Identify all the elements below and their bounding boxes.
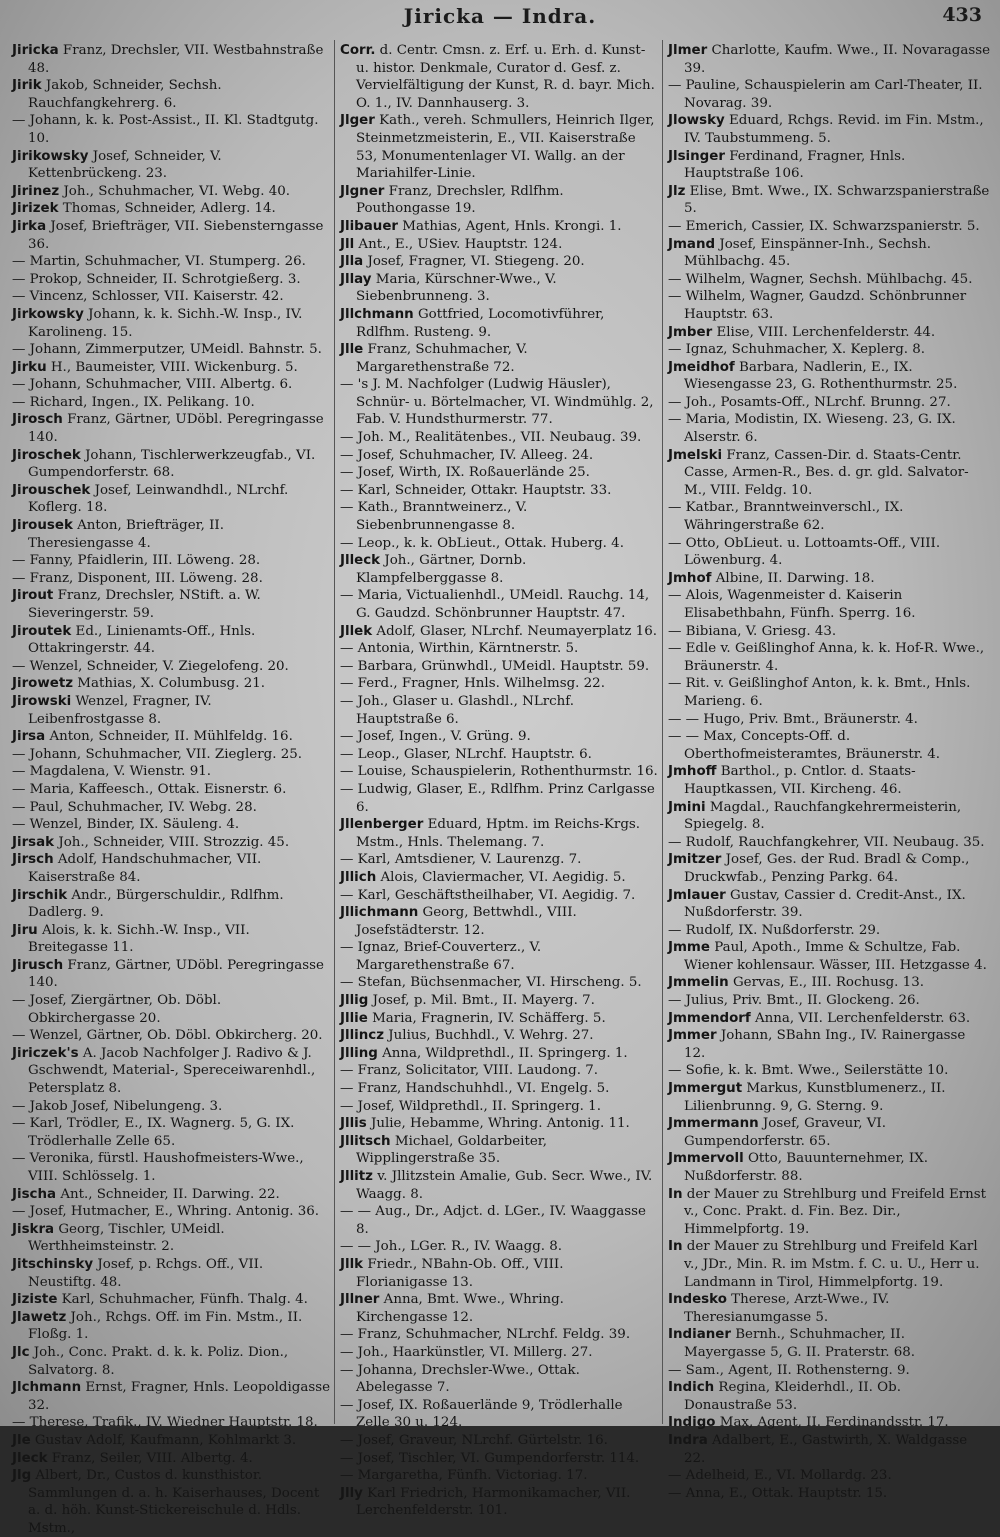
- directory-entry: — Johann, Zimmerputzer, UMeidl. Bahnstr. 5.: [12, 342, 322, 358]
- directory-entry: Jirizek Thomas, Schneider, Adlerg. 14.: [12, 201, 276, 217]
- directory-entry: — Maria, Modistin, IX. Wieseng. 23, G. IX. Alserstr. 6.: [668, 412, 956, 446]
- directory-entry: — Josef, IX. Roßauerlände 9, Trödlerhalle Zelle 30 u. 124.: [340, 1397, 623, 1431]
- directory-entry: Jlc Joh., Conc. Prakt. d. k. k. Poliz. Dion., Salvatorg. 8.: [12, 1344, 289, 1378]
- directory-entry: Jllie Maria, Fragnerin, IV. Schäfferg. 5.: [340, 1010, 606, 1026]
- directory-entry: — Josef, Ingen., V. Grüng. 9.: [340, 729, 531, 745]
- directory-entry: Jllis Julie, Hebamme, Whring. Antonig. 11.: [340, 1116, 630, 1132]
- directory-entry: Jmelski Franz, Cassen-Dir. d. Staats-Centr. Casse, Armen-R., Bes. d. gr. gld. Salvator-M., VIII. Feldg. 10.: [668, 447, 969, 498]
- directory-entry: Jirosch Franz, Gärtner, UDöbl. Peregringasse 140.: [12, 412, 324, 446]
- directory-entry: Jlg Albert, Dr., Custos d. kunsthistor. Sammlungen d. a. h. Kaiserhauses, Docent a. d. höh. Kunst-Stickereischule d. Hdls. Mstm.,: [12, 1468, 320, 1536]
- directory-entry: — Anna, E., Ottak. Hauptstr. 15.: [668, 1485, 888, 1501]
- directory-entry: Jllk Friedr., NBahn-Ob. Off., VIII. Florianigasse 13.: [340, 1256, 564, 1290]
- directory-entry: — Leop., Glaser, NLrchf. Hauptstr. 6.: [340, 746, 592, 762]
- directory-entry: Jmand Josef, Einspänner-Inh., Sechsh. Mühlbachg. 45.: [668, 236, 932, 270]
- directory-entry: Jmitzer Josef, Ges. der Rud. Bradl & Comp., Druckwfab., Penzing Parkg. 64.: [668, 852, 970, 885]
- directory-entry: — Julius, Priv. Bmt., II. Glockeng. 26.: [668, 993, 920, 1009]
- directory-entry: — — Max, Concepts-Off. d. Oberthofmeisteramtes, Bräunerstr. 4.: [668, 729, 941, 762]
- directory-entry: — Prokop, Schneider, II. Schrotgießerg. 3.: [12, 271, 301, 287]
- directory-entry: — Emerich, Cassier, IX. Schwarzspanierstr. 5.: [668, 218, 980, 234]
- directory-entry: In der Mauer zu Strehlburg und Freifeld Karl v., JDr., Min. R. im Mstm. f. C. u. U., Herr u. Landmann in Tirol, Himmelpfortg. 19.: [668, 1239, 980, 1290]
- directory-entry: — Barbara, Grünwhdl., UMeidl. Hauptstr. 59.: [340, 658, 650, 674]
- directory-entry: — Franz, Handschuhhdl., VI. Engelg. 5.: [340, 1081, 610, 1097]
- directory-entry: Jiroutek Ed., Linienamts-Off., Hnls. Ottakringerstr. 44.: [12, 623, 256, 657]
- directory-entry: — Therese, Trafik., IV. Wiedner Hauptstr. 18.: [12, 1415, 318, 1431]
- directory-entry: Jirsak Joh., Schneider, VIII. Strozzig. 45.: [12, 834, 290, 850]
- directory-entry: — Fanny, Pfaidlerin, III. Löweng. 28.: [12, 553, 261, 569]
- directory-entry: Jlawetz Joh., Rchgs. Off. im Fin. Mstm., II. Floßg. 1.: [12, 1309, 303, 1343]
- directory-entry: — Johanna, Drechsler-Wwe., Ottak. Abelegasse 7.: [340, 1362, 580, 1396]
- directory-entry: — Rudolf, Rauchfangkehrer, VII. Neubaug. 35.: [668, 834, 985, 850]
- directory-entry: — Veronika, fürstl. Haushofmeisters-Wwe., VIII. Schlösselg. 1.: [12, 1151, 304, 1184]
- column-1: [12, 42, 331, 1536]
- directory-entry: Jiriczek's A. Jacob Nachfolger J. Radivo & J. Gschwendt, Material-, Spereceiwarenhdl., Petersplatz 8.: [12, 1045, 316, 1097]
- directory-entry: — Sofie, k. k. Bmt. Wwe., Seilerstätte 10.: [668, 1063, 949, 1079]
- directory-entry: Jlowsky Eduard, Rchgs. Revid. im Fin. Mstm., IV. Taubstummeng. 5.: [668, 113, 984, 146]
- directory-entry: — Wenzel, Binder, IX. Säuleng. 4.: [12, 817, 240, 833]
- directory-entry: Jmmermann Josef, Graveur, VI. Gumpendorferstr. 65.: [668, 1116, 886, 1149]
- directory-entry: — Rudolf, IX. Nußdorferstr. 29.: [668, 922, 881, 938]
- directory-entry: — Johann, k. k. Post-Assist., II. Kl. Stadtgutg. 10.: [12, 113, 319, 146]
- directory-entry: Jlling Anna, Wildprethdl., II. Springerg. 1.: [340, 1045, 628, 1061]
- directory-entry: — Josef, Graveur, NLrchf. Gürtelstr. 16.: [340, 1432, 608, 1448]
- directory-entry: Jllenberger Eduard, Hptm. im Reichs-Krgs. Mstm., Hnls. Thelemang. 7.: [340, 817, 641, 850]
- directory-entry: Jmeidhof Barbara, Nadlerin, E., IX. Wiesengasse 23, G. Rothenthurmstr. 25.: [668, 359, 958, 393]
- directory-entry: Jmmer Johann, SBahn Ing., IV. Rainergasse 12.: [668, 1028, 966, 1061]
- directory-entry: — Jakob Josef, Nibelungeng. 3.: [12, 1098, 223, 1114]
- directory-entry: Jlly Karl Friedrich, Harmonikamacher, VII. Lerchenfelderstr. 101.: [340, 1485, 631, 1519]
- directory-entry: Jiroschek Johann, Tischlerwerkzeugfab., VI. Gumpendorferstr. 68.: [12, 447, 316, 481]
- directory-entry: — Wenzel, Schneider, V. Ziegelofeng. 20.: [12, 658, 289, 674]
- column-divider: [334, 40, 335, 1424]
- directory-entry: — — Hugo, Priv. Bmt., Bräunerstr. 4.: [668, 711, 918, 727]
- directory-entry: — Johann, Schuhmacher, VIII. Albertg. 6.: [12, 377, 293, 393]
- directory-entry: — Joh., Posamts-Off., NLrchf. Brunng. 27.: [668, 394, 951, 410]
- directory-entry: — Louise, Schauspielerin, Rothenthurmstr. 16.: [340, 764, 658, 780]
- directory-entry: — Katbar., Branntweinverschl., IX. Währingerstraße 62.: [668, 500, 904, 534]
- directory-entry: — Sam., Agent, II. Rothensterng. 9.: [668, 1362, 910, 1378]
- directory-entry: — Martin, Schuhmacher, VI. Stumperg. 26.: [12, 254, 306, 270]
- directory-entry: Jle Gustav Adolf, Kaufmann, Kohlmarkt 3.: [12, 1432, 297, 1448]
- directory-entry: — Josef, Hutmacher, E., Whring. Antonig. 36.: [12, 1204, 320, 1220]
- directory-entry: Jllincz Julius, Buchhdl., V. Wehrg. 27.: [340, 1028, 594, 1044]
- directory-entry: — Johann, Schuhmacher, VII. Zieglerg. 25.: [12, 746, 302, 762]
- directory-entry: Jlsinger Ferdinand, Fragner, Hnls. Hauptstraße 106.: [668, 148, 906, 182]
- directory-entry: Jiricka Franz, Drechsler, VII. Westbahnstraße 48.: [12, 43, 324, 76]
- directory-entry: Jirouschek Josef, Leinwandhdl., NLrchf. Koflerg. 18.: [12, 482, 289, 516]
- directory-entry: Jlmer Charlotte, Kaufm. Wwe., II. Novaragasse 39.: [668, 43, 990, 76]
- directory-entry: Jllek Adolf, Glaser, NLrchf. Neumayerplatz 16.: [340, 623, 657, 639]
- directory-entry: Jmmendorf Anna, VII. Lerchenfelderstr. 63.: [668, 1010, 971, 1026]
- directory-entry: Indich Regina, Kleiderhdl., II. Ob. Donaustraße 53.: [668, 1380, 901, 1413]
- directory-entry: — Antonia, Wirthin, Kärntnerstr. 5.: [340, 641, 579, 657]
- directory-entry: — Josef, Schuhmacher, IV. Alleeg. 24.: [340, 447, 594, 463]
- directory-entry: Indra Adalbert, E., Gastwirth, X. Waldgasse 22.: [668, 1432, 968, 1466]
- directory-entry: Jllchmann Gottfried, Locomotivführer, Rdlfhm. Rusteng. 9.: [340, 306, 605, 340]
- directory-entry: — Joh., Glaser u. Glashdl., NLrchf. Hauptstraße 6.: [340, 693, 574, 727]
- directory-entry: — — Joh., LGer. R., IV. Waagg. 8.: [340, 1239, 563, 1255]
- directory-entry: — Josef, Wirth, IX. Roßauerlände 25.: [340, 465, 590, 481]
- directory-entry: Jirowetz Mathias, X. Columbusg. 21.: [12, 676, 266, 692]
- directory-entry: Jmini Magdal., Rauchfangkehrermeisterin, Spiegelg. 8.: [668, 799, 962, 833]
- directory-entry: — Franz, Disponent, III. Löweng. 28.: [12, 570, 263, 586]
- directory-entry: — Joh. M., Realitätenbes., VII. Neubaug. 39.: [340, 430, 642, 446]
- directory-entry: Jiru Alois, k. k. Sichh.-W. Insp., VII. Breitegasse 11.: [12, 922, 250, 956]
- directory-entry: — Karl, Amtsdiener, V. Laurenzg. 7.: [340, 852, 582, 868]
- directory-entry: Jirku H., Baumeister, VIII. Wickenburg. 5.: [12, 359, 298, 375]
- directory-entry: Jirka Josef, Briefträger, VII. Siebensterngasse 36.: [12, 218, 324, 252]
- directory-entry: — Otto, ObLieut. u. Lottoamts-Off., VIII. Löwenburg. 4.: [668, 535, 941, 569]
- directory-entry: Indianer Bernh., Schuhmacher, II. Mayergasse 5, G. II. Praterstr. 68.: [668, 1327, 916, 1360]
- directory-entry: Jllig Josef, p. Mil. Bmt., II. Mayerg. 7.: [340, 993, 595, 1009]
- directory-entry: Jitschinsky Josef, p. Rchgs. Off., VII. Neustiftg. 48.: [12, 1256, 264, 1290]
- directory-entry: Jmhoff Barthol., p. Cntlor. d. Staats-Hauptkassen, VII. Kircheng. 46.: [668, 764, 916, 797]
- directory-entry: Jirinez Joh., Schuhmacher, VI. Webg. 40.: [12, 183, 291, 199]
- directory-entry: — Josef, Wildprethdl., II. Springerg. 1.: [340, 1098, 601, 1114]
- page-header-title: Jiricka — Indra.: [403, 4, 597, 28]
- column-divider: [662, 40, 663, 1424]
- directory-entry: — Alois, Wagenmeister d. Kaiserin Elisabethbahn, Fünfh. Sperrg. 16.: [668, 588, 916, 621]
- column-3: [668, 42, 990, 1501]
- directory-entry: Jllner Anna, Bmt. Wwe., Whring. Kirchengasse 12.: [340, 1292, 564, 1325]
- directory-entry: — Wilhelm, Wagner, Sechsh. Mühlbachg. 45.: [668, 271, 973, 287]
- directory-entry: — Pauline, Schauspielerin am Carl-Theater, II. Novarag. 39.: [668, 78, 983, 111]
- directory-entry: Jirusch Franz, Gärtner, UDöbl. Peregringasse 140.: [12, 957, 324, 991]
- directory-entry: Jlleck Joh., Gärtner, Dornb. Klampfelberggasse 8.: [340, 553, 527, 586]
- directory-entry: Jlle Franz, Schuhmacher, V. Margarethenstraße 72.: [340, 342, 528, 375]
- directory-entry: — Ignaz, Brief-Couverterz., V. Margarethenstraße 67.: [340, 940, 542, 973]
- directory-entry: — Karl, Trödler, E., IX. Wagnerg. 5, G. IX. Trödlerhalle Zelle 65.: [12, 1116, 295, 1149]
- directory-entry: — Karl, Schneider, Ottakr. Hauptstr. 33.: [340, 482, 612, 498]
- directory-entry: Jlger Kath., vereh. Schmullers, Heinrich Ilger, Steinmetzmeisterin, E., VII. Kaiserstraße 53, Monumentenlager VI. Wallg. an der Mariahilfer-Linie.: [340, 113, 655, 182]
- page-number: 433: [942, 4, 982, 26]
- directory-entry: Jiskra Georg, Tischler, UMeidl. Werthheimsteinstr. 2.: [12, 1221, 225, 1255]
- directory-entry: Jllich Alois, Claviermacher, VI. Aegidig. 5.: [340, 869, 626, 885]
- directory-entry: — Josef, Tischler, VI. Gumpendorferstr. 114.: [340, 1450, 640, 1466]
- directory-entry: — Wilhelm, Wagner, Gaudzd. Schönbrunner Hauptstr. 63.: [668, 289, 967, 322]
- directory-entry: Jirkowsky Johann, k. k. Sichh.-W. Insp., IV. Karolineng. 15.: [12, 306, 303, 340]
- directory-entry: Jmhof Albine, II. Darwing. 18.: [668, 570, 875, 586]
- directory-entry: Jirsa Anton, Schneider, II. Mühlfeldg. 16.: [12, 729, 293, 745]
- directory-entry: Indesko Therese, Arzt-Wwe., IV. Theresianumgasse 5.: [668, 1292, 890, 1325]
- directory-entry: — Franz, Schuhmacher, NLrchf. Feldg. 39.: [340, 1327, 631, 1343]
- directory-entry: — Ludwig, Glaser, E., Rdlfhm. Prinz Carlgasse 6.: [340, 781, 655, 815]
- directory-entry: — Ferd., Fragner, Hnls. Wilhelmsg. 22.: [340, 676, 605, 692]
- directory-entry: — Stefan, Büchsenmacher, VI. Hirscheng. 5.: [340, 975, 642, 991]
- directory-entry: — Franz, Solicitator, VIII. Laudong. 7.: [340, 1063, 599, 1079]
- directory-entry: Jirousek Anton, Briefträger, II. Theresiengasse 4.: [12, 518, 224, 551]
- directory-entry: — Margaretha, Fünfh. Victoriag. 17.: [340, 1468, 588, 1484]
- directory-entry: Jllitz v. Jllitzstein Amalie, Gub. Secr. Wwe., IV. Waagg. 8.: [340, 1169, 653, 1202]
- directory-entry: Jmme Paul, Apoth., Imme & Schultze, Fab. Wiener kohlensaur. Wässer, III. Hetzgasse 4.: [668, 940, 987, 973]
- directory-entry: Jlibauer Mathias, Agent, Hnls. Krongi. 1.: [340, 218, 622, 234]
- directory-entry: Jirik Jakob, Schneider, Sechsh. Rauchfangkehrerg. 6.: [12, 78, 222, 111]
- directory-entry: Jllay Maria, Kürschner-Wwe., V. Siebenbrunneng. 3.: [340, 271, 557, 305]
- directory-entry: — Bibiana, V. Griesg. 43.: [668, 623, 837, 639]
- directory-entry: — Richard, Ingen., IX. Pelikang. 10.: [12, 394, 255, 410]
- directory-entry: Jlchmann Ernst, Fragner, Hnls. Leopoldigasse 32.: [12, 1380, 331, 1413]
- directory-entry: Jllitsch Michael, Goldarbeiter, Wipplingerstraße 35.: [340, 1133, 547, 1167]
- directory-entry: — Ignaz, Schuhmacher, X. Keplerg. 8.: [668, 342, 926, 358]
- directory-entry: — Wenzel, Gärtner, Ob. Döbl. Obkircherg. 20.: [12, 1028, 323, 1044]
- directory-entry: — Karl, Geschäftstheilhaber, VI. Aegidig. 7.: [340, 887, 636, 903]
- directory-entry: Jlla Josef, Fragner, VI. Stiegeng. 20.: [340, 254, 585, 270]
- directory-entry: Jischa Ant., Schneider, II. Darwing. 22.: [12, 1186, 280, 1202]
- directory-entry: Jmmergut Markus, Kunstblumenerz., II. Lilienbrunng. 9, G. Sterng. 9.: [668, 1081, 946, 1114]
- directory-entry: — Kath., Branntweinerz., V. Siebenbrunnengasse 8.: [340, 500, 528, 534]
- directory-entry: Corr. d. Centr. Cmsn. z. Erf. u. Erh. d. Kunst- u. histor. Denkmale, Curator d. Gesf. z. Vervielfältigung der Kunst, R. d. bayr. Mich. O. 1., IV. Dannhauserg. 3.: [340, 43, 655, 111]
- directory-entry: Jirout Franz, Drechsler, NStift. a. W. Sieveringerstr. 59.: [12, 588, 261, 621]
- directory-entry: — Edle v. Geißlinghof Anna, k. k. Hof-R. Wwe., Bräunerstr. 4.: [668, 641, 985, 674]
- directory-entry: Jmber Elise, VIII. Lerchenfelderstr. 44.: [668, 324, 936, 340]
- directory-entry: — Paul, Schuhmacher, IV. Webg. 28.: [12, 799, 257, 815]
- column-2: [340, 42, 658, 1519]
- directory-entry: Jmlauer Gustav, Cassier d. Credit-Anst., IX. Nußdorferstr. 39.: [668, 887, 966, 921]
- directory-entry: Jlgner Franz, Drechsler, Rdlfhm. Pouthongasse 19.: [340, 183, 564, 217]
- directory-entry: — Vincenz, Schlosser, VII. Kaiserstr. 42.: [12, 289, 284, 305]
- directory-entry: — Maria, Victualienhdl., UMeidl. Rauchg. 14, G. Gaudzd. Schönbrunner Hauptstr. 47.: [340, 588, 650, 621]
- directory-entry: — Adelheid, E., VI. Mollardg. 23.: [668, 1468, 892, 1484]
- directory-entry: Jllichmann Georg, Bettwhdl., VIII. Josefstädterstr. 12.: [340, 905, 577, 938]
- directory-entry: Jirikowsky Josef, Schneider, V. Kettenbrückeng. 23.: [12, 148, 222, 182]
- directory-entry: — Josef, Ziergärtner, Ob. Döbl. Obkirchergasse 20.: [12, 993, 222, 1026]
- directory-entry: — Joh., Haarkünstler, VI. Millerg. 27.: [340, 1344, 593, 1360]
- directory-entry: — Rit. v. Geißlinghof Anton, k. k. Bmt., Hnls. Marieng. 6.: [668, 676, 971, 709]
- directory-entry: — Maria, Kaffeesch., Ottak. Eisnerstr. 6.: [12, 781, 287, 797]
- directory-entry: — 's J. M. Nachfolger (Ludwig Häusler), Schnür- u. Börtelmacher, VI. Windmühlg. 2, Fab. V. Hundsthurmerstr. 77.: [340, 377, 654, 428]
- directory-entry: Jmmervoll Otto, Bauunternehmer, IX. Nußdorferstr. 88.: [668, 1151, 928, 1184]
- directory-entry: Jlz Elise, Bmt. Wwe., IX. Schwarzspanierstraße 5.: [668, 183, 990, 217]
- directory-entry: — Leop., k. k. ObLieut., Ottak. Huberg. 4.: [340, 535, 624, 551]
- directory-entry: Jmmelin Gervas, E., III. Rochusg. 13.: [668, 975, 924, 991]
- directory-entry: Jiziste Karl, Schuhmacher, Fünfh. Thalg. 4.: [12, 1292, 308, 1308]
- directory-entry: — Magdalena, V. Wienstr. 91.: [12, 764, 211, 780]
- directory-entry: Jirschik Andr., Bürgerschuldir., Rdlfhm. Dadlerg. 9.: [12, 887, 284, 921]
- directory-entry: Indigo Max, Agent, II. Ferdinandsstr. 17.: [668, 1415, 949, 1431]
- directory-entry: Jll Ant., E., USiev. Hauptstr. 124.: [340, 236, 563, 252]
- directory-entry: Jirsch Adolf, Handschuhmacher, VII. Kaiserstraße 84.: [12, 852, 262, 885]
- directory-entry: — — Aug., Dr., Adjct. d. LGer., IV. Waaggasse 8.: [340, 1204, 646, 1237]
- directory-entry: In der Mauer zu Strehlburg und Freifeld Ernst v., Conc. Prakt. d. Fin. Bez. Dir., Himmelpfortg. 19.: [668, 1186, 986, 1237]
- directory-entry: Jleck Franz, Seiler, VIII. Albertg. 4.: [12, 1450, 253, 1466]
- directory-entry: Jirowski Wenzel, Fragner, IV. Leibenfrostgasse 8.: [12, 693, 212, 727]
